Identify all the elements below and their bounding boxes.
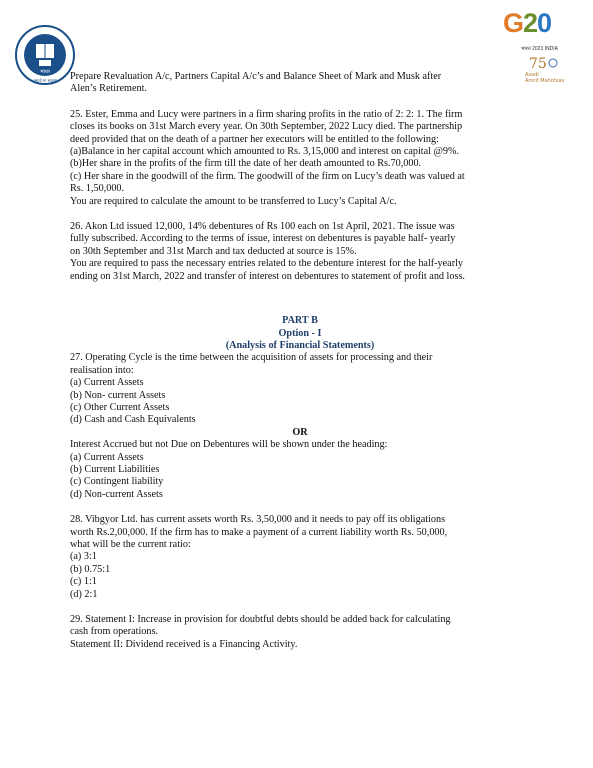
q29-line: Statement II: Dividend received is a Financing Activity. <box>70 638 298 650</box>
q25-line: closes its books on 31st March every year. On 30th September, 2022 Lucy died. The partnership <box>70 121 463 133</box>
q26-line: 26. Akon Ltd issued 12,000, 14% debentures of Rs 100 each on 1st April, 2021. The issue was <box>70 221 455 233</box>
q27-alt-option: (b) Current Liabilities <box>70 463 160 475</box>
q29-line: cash from operations. <box>70 626 158 638</box>
q25-line: You are required to calculate the amount to be transferred to Lucy’s Capital A/c. <box>70 195 397 207</box>
g20-wordmark: G20 <box>503 8 552 38</box>
cbse-motto: असतो मा सद्गमय <box>32 78 58 83</box>
q25-line: (c) Her share in the goodwill of the firm. The goodwill of the firm on Lucy’s death was valued at <box>70 170 465 182</box>
svg-text:Amrit Mahotsav: Amrit Mahotsav <box>525 78 565 84</box>
q27-option: (b) Non- current Assets <box>70 389 166 401</box>
q27-alt-option: (a) Current Assets <box>70 451 144 463</box>
q26-line: ending on 31st March, 2022 and transfer of interest on debentures to statement of profit and loss. <box>70 270 465 282</box>
cbse-logo <box>14 24 76 86</box>
q28-option: (a) 3:1 <box>70 551 97 563</box>
q25-line: Rs. 1,50,000. <box>70 183 125 195</box>
q28-option: (b) 0.75:1 <box>70 563 111 575</box>
q27-alt-option: (d) Non-current Assets <box>70 488 163 500</box>
svg-text:Azadi: Azadi <box>525 72 539 78</box>
q28-line: worth Rs.2,00,000. If the firm has to make a payment of a current liability worth Rs. 50,000, <box>70 526 448 538</box>
part-b-title: PART B <box>282 315 318 327</box>
q29-line: 29. Statement I: Increase in provision for doubtful debts should be added back for calculating <box>70 614 451 626</box>
or-divider: OR <box>292 426 308 438</box>
q24-line: Prepare Revaluation A/c, Partners Capital A/c’s and Balance Sheet of Mark and Musk after <box>70 71 442 82</box>
cbse-caption: भारत <box>40 69 50 75</box>
q25-line: (a)Balance in her capital account which amounted to Rs. 3,15,000 and interest on capital @9%. <box>70 146 460 158</box>
part-b-subtitle: (Analysis of Financial Statements) <box>225 339 375 351</box>
q26-line: on 30th September and 31st March and tax deducted at source is 15%. <box>70 245 357 257</box>
q27-line: realisation into: <box>70 364 134 376</box>
q28-option: (c) 1:1 <box>70 576 97 588</box>
q27-option: (c) Other Current Assets <box>70 401 170 413</box>
q25-line: 25. Ester, Emma and Lucy were partners in a firm sharing profits in the ratio of 2: 2: 1. The firm <box>70 108 463 120</box>
q26-line: fully subscribed. According to the terms of issue, interest on debentures is payable half- yearly <box>70 233 456 245</box>
q27-alt-option: (c) Contingent liability <box>70 476 164 488</box>
q24-line: Alen’s Retirement. <box>70 83 147 95</box>
g20-subtext: भारत 2023 INDIA <box>521 46 558 52</box>
q28-line: what will be the current ratio: <box>70 539 191 550</box>
azadi-logo <box>523 54 571 84</box>
q28-line: 28. Vibgyor Ltd. has current assets worth Rs. 3,50,000 and it needs to pay off its obligations <box>70 514 446 526</box>
q27-option: (a) Current Assets <box>70 377 144 389</box>
document-body <box>70 71 530 651</box>
q26-line: You are required to pass the necessary entries related to the debenture interest for the half-yearly <box>70 258 464 270</box>
q27-option: (d) Cash and Cash Equivalents <box>70 414 196 426</box>
q25-line: (b)Her share in the profits of the firm till the date of her death amounted to Rs.70,000. <box>70 158 422 170</box>
q28-option: (d) 2:1 <box>70 588 98 600</box>
q27-line: 27. Operating Cycle is the time between the acquisition of assets for processing and their <box>70 352 433 364</box>
q25-line: deed provided that on the death of a partner her executors will be entitled to the following: <box>70 133 439 145</box>
q27-alt-line: Interest Accrued but not Due on Debentures will be shown under the heading: <box>70 439 388 451</box>
azadi-number: 75 <box>529 56 547 72</box>
part-b-option: Option - I <box>278 327 322 339</box>
